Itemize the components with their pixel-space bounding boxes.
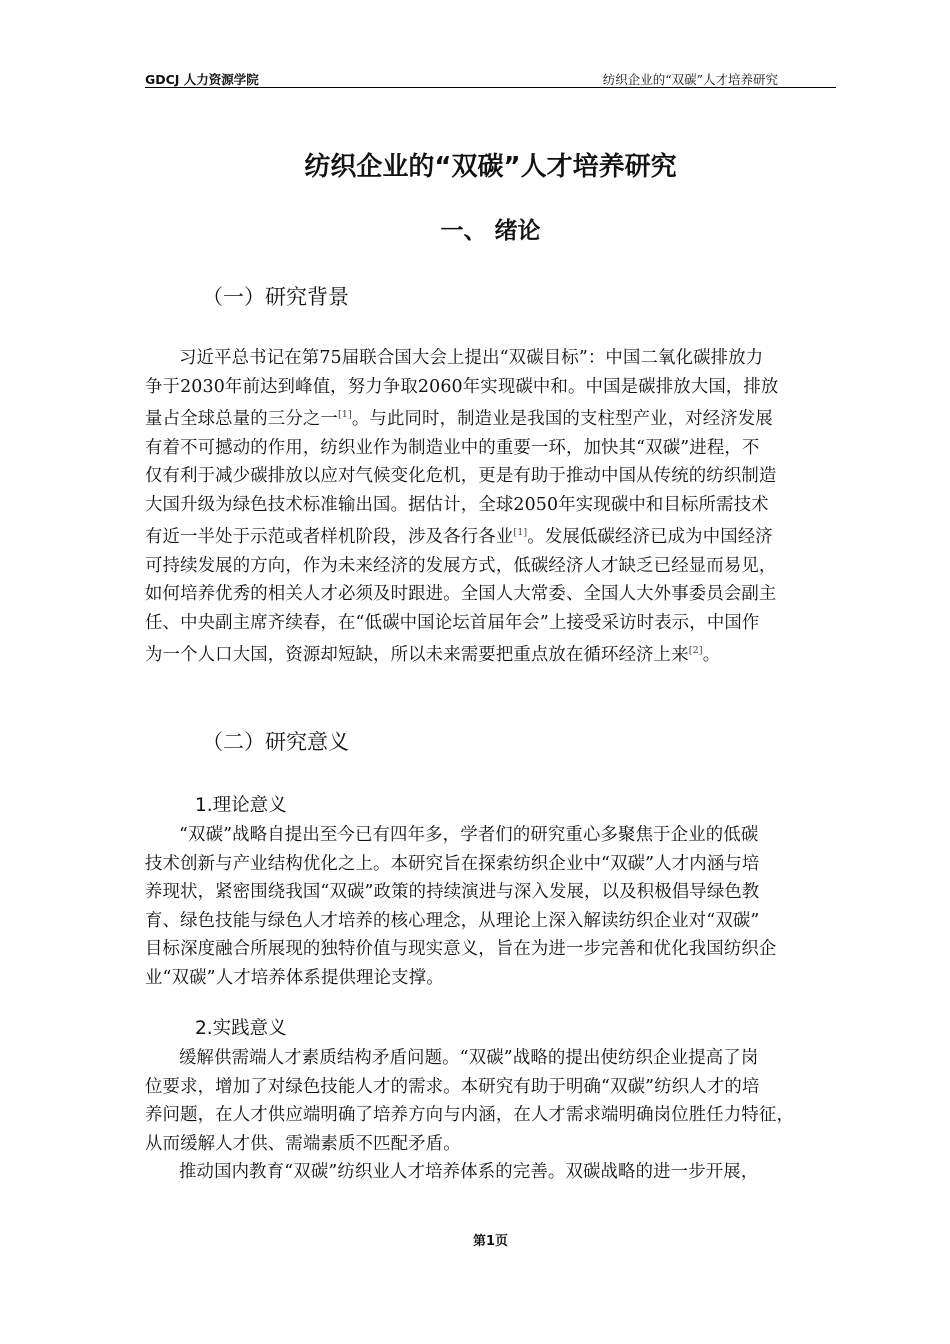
- text-line: 习近平总书记在第75届联合国大会上提出“双碳目标”：中国二氧化碳排放力: [179, 348, 764, 368]
- header-running-title: 纺织企业的“双碳”人才培养研究: [602, 72, 778, 87]
- paragraph-practice: [145, 1044, 845, 1187]
- text-line: 大国升级为绿色技术标准输出国。据估计，全球2050年实现碳中和目标所需技术: [145, 494, 769, 515]
- text-line: 技术创新与产业结构优化之上。本研究旨在探索纺织企业中“双碳”人才内涵与培: [145, 853, 760, 874]
- citation-ref[interactable]: [1]: [337, 409, 352, 420]
- citation-ref[interactable]: [1]: [513, 527, 528, 538]
- text-line: 从而缓解人才供、需端素质不匹配矛盾。: [145, 1133, 461, 1154]
- text-line: 争于2030年前达到峰值，努力争取2060年实现碳中和。中国是碳排放大国，排放: [145, 376, 779, 397]
- text-line: 为一个人口大国，资源却短缺，所以未来需要把重点放在循环经济上来[2]。: [145, 645, 721, 665]
- subsection-heading-practice: 2.实践意义: [195, 1018, 287, 1039]
- text-line: 育、绿色技能与绿色人才培养的核心理念，从理论上深入解读纺织企业对“双碳”: [145, 910, 760, 931]
- paragraph-theory: [145, 821, 845, 992]
- text-line: 有近一半处于示范或者样机阶段，涉及各行各业[1]。发展低碳经济已成为中国经济: [145, 527, 773, 547]
- page-number: 第1页: [472, 1234, 509, 1249]
- header-institution: GDCJ 人力资源学院: [145, 72, 259, 87]
- text-line: 推动国内教育“双碳”纺织业人才培养体系的完善。双碳战略的进一步开展，: [179, 1162, 759, 1182]
- text-line: 缓解供需端人才素质结构矛盾问题。“双碳”战略的提出使纺织企业提高了岗: [179, 1048, 759, 1068]
- subsection-heading-theory: 1.理论意义: [195, 795, 287, 816]
- text-line: 养现状，紧密围绕我国“双碳”政策的持续演进与深入发展，以及积极倡导绿色教: [145, 882, 760, 902]
- text-line: 养问题，在人才供应端明确了培养方向与内涵，在人才需求端明确岗位胜任力特征，: [145, 1105, 795, 1125]
- text-line: 仅有利于减少碳排放以应对气候变化危机，更是有助于推动中国从传统的纺织制造: [145, 466, 777, 486]
- text-line: 可持续发展的方向，作为未来经济的发展方式，低碳经济人才缺乏已经显而易见，: [145, 555, 777, 576]
- citation-ref[interactable]: [2]: [688, 645, 703, 656]
- text-line: 目标深度融合所展现的独特价值与现实意义，旨在为进一步完善和优化我国纺织企: [145, 939, 777, 959]
- text-line: 位要求，增加了对绿色技能人才的需求。本研究有助于明确“双碳”纺织人才的培: [145, 1076, 760, 1097]
- section-heading-background: （一）研究背景: [202, 285, 349, 309]
- text-line: “双碳”战略自提出至今已有四年多，学者们的研究重心多聚焦于企业的低碳: [179, 825, 759, 845]
- text-line: 量占全球总量的三分之一[1]。与此同时，制造业是我国的支柱型产业，对经济发展: [145, 409, 773, 429]
- document-title: 纺织企业的“双碳”人才培养研究: [304, 152, 677, 182]
- text-line: 业“双碳”人才培养体系提供理论支撑。: [145, 967, 444, 988]
- text-line: 有着不可撼动的作用，纺织业作为制造业中的重要一环，加快其“双碳”进程，不: [145, 437, 760, 458]
- section-heading-significance: （二）研究意义: [202, 730, 349, 754]
- page-header: [145, 70, 836, 88]
- chapter-heading: 一、 绪论: [440, 218, 541, 244]
- text-line: 任、中央副主席齐续春，在“低碳中国论坛首届年会”上接受采访时表示，中国作: [145, 612, 760, 633]
- text-line: 如何培养优秀的相关人才必须及时跟进。全国人大常委、全国人大外事委员会副主: [145, 584, 777, 604]
- paragraph-background: [145, 344, 845, 670]
